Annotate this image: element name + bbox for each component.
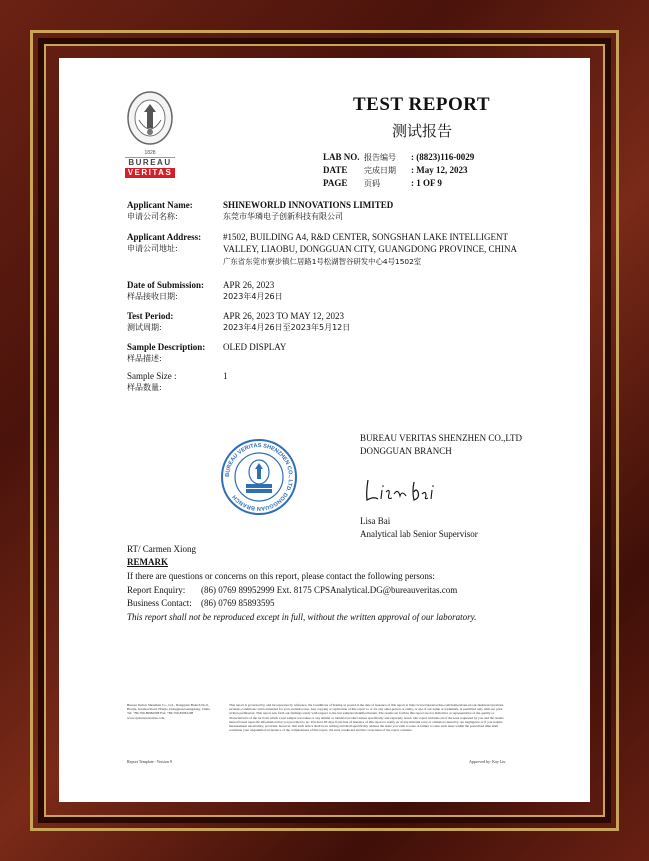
- sample-size-label: Sample Size :: [127, 371, 177, 381]
- bureau-veritas-emblem-icon: [125, 90, 175, 154]
- footer-template: Report Template : Version 8: [127, 759, 172, 764]
- test-period-label: Test Period:: [127, 311, 174, 321]
- signatory-branch: DONGGUAN BRANCH: [360, 446, 452, 456]
- signatory-title: Analytical lab Senior Supervisor: [360, 529, 478, 539]
- footer-address: Bureau Veritas Shenzhen Co., Ltd., Dongguan Branch No.6, Houjie, Guantai Road, Houjie, Dongguan,Guangdong, China Tel: +86-769-89982098 Fax: +86-769-85981208 www.cpsbureauveritas.com: [127, 703, 210, 720]
- logo-bureau-text: BUREAU: [125, 157, 175, 168]
- date-label: DATE: [323, 165, 348, 175]
- logo-year: 1828: [144, 150, 156, 156]
- applicant-address-label: Applicant Address:: [127, 232, 202, 242]
- business-contact-label: Business Contact:: [127, 598, 192, 608]
- report-title: TEST REPORT: [353, 94, 490, 115]
- page-label-cn: 页码: [364, 179, 380, 188]
- applicant-address-line2: VALLEY, LIAOBU, DONGGUAN CITY, GUANGDONG PROVINCE, CHINA: [223, 244, 517, 254]
- signatory-name: Lisa Bai: [360, 516, 391, 526]
- sample-description-label: Sample Description:: [127, 342, 206, 352]
- handwritten-signature: [362, 476, 442, 504]
- signatory-company: BUREAU VERITAS SHENZHEN CO.,LTD: [360, 433, 523, 443]
- applicant-address-label-cn: 申请公司地址:: [127, 244, 178, 253]
- test-period: APR 26, 2023 TO MAY 12, 2023: [223, 311, 345, 321]
- business-contact-value: (86) 0769 85893595: [201, 598, 275, 608]
- rt-initials: RT/ Carmen Xiong: [127, 544, 196, 554]
- applicant-address-cn: 广东省东莞市寮步镇仁居路1号松湖智谷研发中心4号1502室: [223, 257, 422, 266]
- bureau-veritas-logo: [125, 90, 175, 154]
- sample-description: OLED DISPLAY: [223, 342, 287, 352]
- report-title-cn: 测试报告: [392, 122, 453, 140]
- lab-no-label-cn: 报告编号: [364, 153, 396, 162]
- company-seal: [220, 438, 298, 516]
- applicant-name: SHINEWORLD INNOVATIONS LIMITED: [223, 200, 394, 210]
- signature-icon: [362, 476, 442, 504]
- logo-veritas-text: VERITAS: [125, 168, 175, 178]
- test-period-label-cn: 测试周期:: [127, 323, 162, 332]
- submission-date-label: Date of Submission:: [127, 280, 205, 290]
- applicant-name-label: Applicant Name:: [127, 200, 193, 210]
- page-value: : 1 OF 9: [411, 178, 442, 188]
- applicant-name-cn: 东莞市华璘电子创新科技有限公司: [223, 212, 343, 221]
- test-period-cn: 2023年4月26日至2023年5月12日: [223, 323, 351, 332]
- applicant-address-line1: #1502, BUILDING A4, R&D CENTER, SONGSHAN LAKE INTELLIGENT: [223, 232, 508, 242]
- seal-outer-text: BUREAU VERITAS SHENZHEN CO., LTD. DONGGUAN BRANCH: [224, 442, 294, 512]
- report-enquiry-value: (86) 0769 89952999 Ext. 8175 CPSAnalytical.DG@bureauveritas.com: [201, 585, 458, 595]
- remark-intro: If there are questions or concerns on this report, please contact the following persons:: [127, 571, 435, 581]
- lab-no-value: : (8823)116-0029: [411, 152, 475, 162]
- sample-description-label-cn: 样品描述:: [127, 354, 162, 363]
- report-enquiry-label: Report Enquiry:: [127, 585, 186, 595]
- company-seal-icon: [220, 438, 298, 516]
- date-value: : May 12, 2023: [411, 165, 468, 175]
- report-page: [59, 58, 590, 802]
- submission-date-label-cn: 样品接收日期:: [127, 292, 178, 301]
- applicant-name-label-cn: 申请公司名称:: [127, 212, 178, 221]
- sample-size-label-cn: 样品数量:: [127, 383, 162, 392]
- sample-size: 1: [223, 371, 228, 381]
- footer-terms: This report is governed by, and incorporates by reference, the Conditions of Testing as posted at the date of issuance of this report at http://www.bureauveritas.com/home/about-us/our-business/cps/about-us/terms-conditions/ and is intended for your exclusive use. Any copying or replication of this report to or for any other person or entity, or use of our name or trademark, is permitted only with our prior written permission. This report sets forth our findings solely with respect to the test samples identified herein. The results set forth in this report are not indicative or representative of the quality or characteristics of the lot from which a test sample was taken or any similar or identical product unless specifically and expressly noted. Our report includes all of the tests requested by you and the results thereof based upon the information that you provided to us. You have 60 days from date of issuance of this report to notify us of any material error or omission caused by our negligence or if you require measurement uncertainty; provided, however, that such notice shall be in writing and shall specifically address the issue you wish to raise. A failure to raise such issue within the prescribed time shall constitute your unqualified acceptance of the completeness of this report, the tests conducted and the correctness of the report contents.: [229, 703, 505, 733]
- date-label-cn: 完成日期: [364, 166, 396, 175]
- lab-no-label: LAB NO.: [323, 152, 360, 162]
- remark-heading: REMARK: [127, 557, 168, 567]
- reproduction-disclaimer: This report shall not be reproduced except in full, without the written approval of our laboratory.: [127, 612, 477, 622]
- submission-date: APR 26, 2023: [223, 280, 275, 290]
- page-label: PAGE: [323, 178, 348, 188]
- footer-approved: Approved by: Kay Liu: [469, 759, 506, 764]
- submission-date-cn: 2023年4月26日: [223, 292, 283, 301]
